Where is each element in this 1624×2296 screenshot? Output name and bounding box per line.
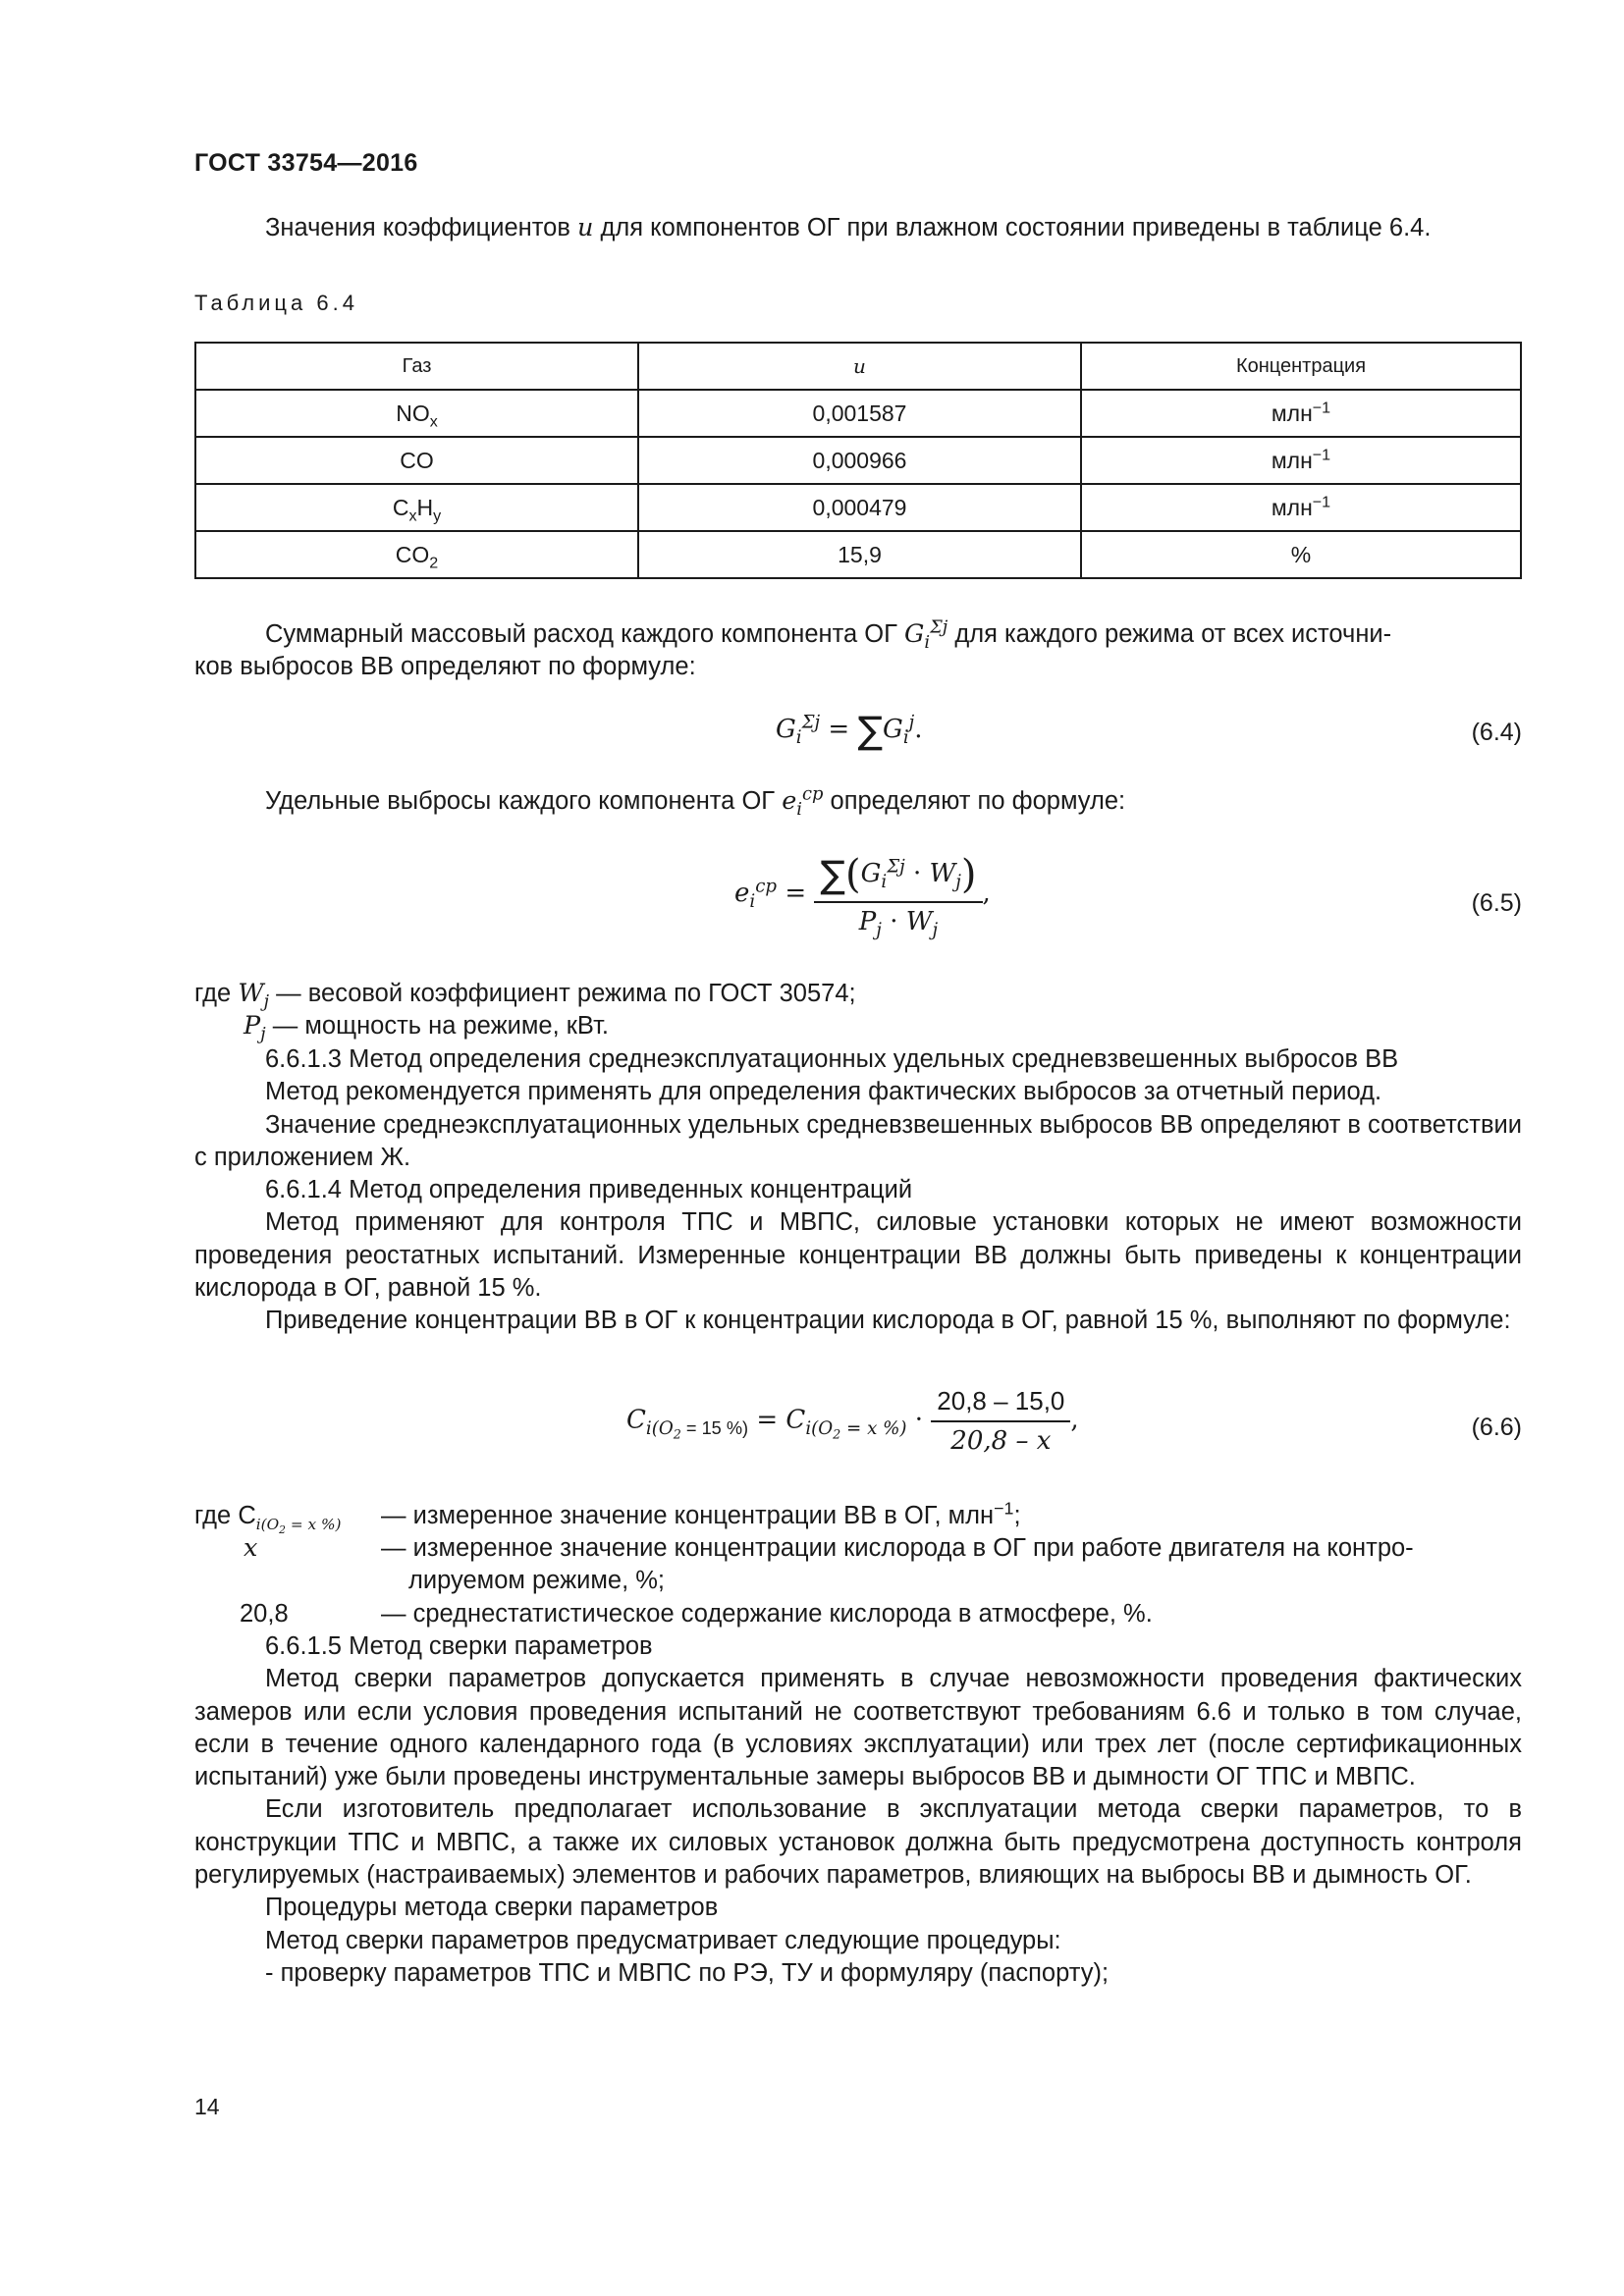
concentration-cell: млн$^{-1}$ bbox=[1081, 437, 1521, 484]
formula-number-6-4: (6.4) bbox=[1471, 719, 1522, 746]
section-6615: 6.6.1.5 Метод сверки параметров Метод сверки параметров допускается применять в случае невозможности проведения фактических замеров или если условия проведения испытаний не соответствуют требованиям 6.6 и только в том случае, если в течение одного календарного года (в условиях эксплуатации) или трех лет (после сертификационных испытаний) уже были проведены инструментальные замеры выбросов ВВ и дымности ОГ ТПС и МВПС. Если изготовитель предполагает использование в эксплуатации метода сверки параметров, то в конструкции ТПС и МВПС, а также их силовых установок должна быть предусмотрена доступность контроля регулируемых (настраиваемых) элементов и рабочих параметров, влияющих на выбросы ВВ и дымность ОГ. Процедуры метода сверки параметров Метод сверки параметров предусматривает следующие процедуры: - проверку параметров ТПС и МВПС по РЭ, ТУ и формуляру (паспорту); bbox=[194, 1632, 1522, 1987]
header-concentration: Концентрация bbox=[1081, 343, 1521, 390]
page-number: 14 bbox=[194, 2094, 220, 2119]
header-u: u bbox=[638, 343, 1081, 390]
u-cell: 0,000479 bbox=[638, 484, 1081, 531]
where-block-6-5: где $W_j$ — весовой коэффициент режима по ГОСТ 30574; $P_j$ — мощность на режиме, кВт. bbox=[194, 979, 856, 1045]
gas-cell: $NO_x$ bbox=[195, 390, 638, 437]
concentration-cell: % bbox=[1081, 531, 1521, 578]
section-title-6615: 6.6.1.5 Метод сверки параметров bbox=[265, 1632, 653, 1660]
header-gas: Газ bbox=[195, 343, 638, 390]
formula-number-6-6: (6.6) bbox=[1471, 1414, 1522, 1441]
sections-6613-6614: 6.6.1.3 Метод определения среднеэксплуатационных удельных средневзвешенных выбросов ВВ Метод рекомендуется применять для определения фактических выбросов за отчетный период. Значение среднеэксплуатационных удельных средневзвешенных выбросов ВВ определяют в соответствии с приложением Ж. 6.6.1.4 Метод определения приведенных концентраций Метод применяют для контроля ТПС и МВПС, силовые установки которых не имеют возможности проведения реостатных испытаний. Измеренные концентрации ВВ должны быть приведены к концентрации кислорода в ОГ, равной 15 %. Приведение концентрации ВВ в ОГ к концентрации кислорода в ОГ, равной 15 %, выполняют по формуле: bbox=[194, 1045, 1522, 1335]
table-caption: Таблица 6.4 bbox=[194, 291, 358, 315]
u-cell: 0,000966 bbox=[638, 437, 1081, 484]
table-row bbox=[195, 484, 1521, 531]
table-header-row bbox=[195, 343, 1521, 390]
formula-6-6: $C_{i(O_2 = 15 \%)} = C_{i(O_2 = x \%)}$ · $\frac{20,8 - 15,0}{20,8 - x}$ , bbox=[626, 1386, 1079, 1456]
u-cell: 0,001587 bbox=[638, 390, 1081, 437]
gas-cell: CO bbox=[195, 437, 638, 484]
concentration-cell: млн$^{-1}$ bbox=[1081, 484, 1521, 531]
fraction-6-6: $\frac{20,8 - 15,0}{20,8 - x}$ bbox=[931, 1386, 1070, 1456]
formula-6-4: $G_i^{\Sigma j} = \sum G_i^j$. bbox=[776, 709, 923, 752]
coefficients-table bbox=[194, 342, 1522, 579]
concentration-cell: млн$^{-1}$ bbox=[1081, 390, 1521, 437]
u-cell: 15,9 bbox=[638, 531, 1081, 578]
mass-flow-paragraph: Суммарный массовый расход каждого компонента ОГ $G_i^{\Sigma j}$ для каждого режима от всех источни- ков выбросов ВВ определяют по формуле: bbox=[194, 616, 1392, 681]
table-row bbox=[195, 437, 1521, 484]
standard-header: ГОСТ 33754—2016 bbox=[194, 149, 418, 177]
gas-cell: $C_xH_y$ bbox=[195, 484, 638, 531]
where-block-6-6: где $C_{i(O_2 = x \%)}$ — измеренное значение концентрации ВВ в ОГ, млн$^{-1}$; x — измеренное значение концентрации кислорода в ОГ при работе двигателя на контро- лируемом режиме, %; 20,8 — среднестатистическое содержание кислорода в атмосфере, %. bbox=[194, 1498, 1414, 1628]
specific-emissions-paragraph: Удельные выбросы каждого компонента ОГ $e_i^{ср}$ определяют по формуле: bbox=[265, 783, 1126, 821]
intro-paragraph: Значения коэффициентов u для компонентов ОГ при влажном состоянии приведены в таблице 6.4. bbox=[265, 213, 1432, 242]
table-row bbox=[195, 531, 1521, 578]
table-row bbox=[195, 390, 1521, 437]
gas-cell: $CO_2$ bbox=[195, 531, 638, 578]
formula-number-6-5: (6.5) bbox=[1471, 889, 1522, 917]
fraction-6-5: $\frac{\sum(G_i^{\Sigma j} \cdot W_j)}{P_j \cdot W_j}$ bbox=[814, 852, 982, 936]
formula-6-5: $e_i^{ср}$ = $\frac{\sum(G_i^{\Sigma j} \cdot W_j)}{P_j \cdot W_j}$ , bbox=[734, 852, 991, 941]
section-title-6614: 6.6.1.4 Метод определения приведенных концентраций bbox=[265, 1176, 913, 1204]
u-symbol: u bbox=[576, 213, 594, 242]
section-title-6613: 6.6.1.3 Метод определения среднеэксплуатационных удельных средневзвешенных выбросов ВВ bbox=[265, 1045, 1399, 1073]
